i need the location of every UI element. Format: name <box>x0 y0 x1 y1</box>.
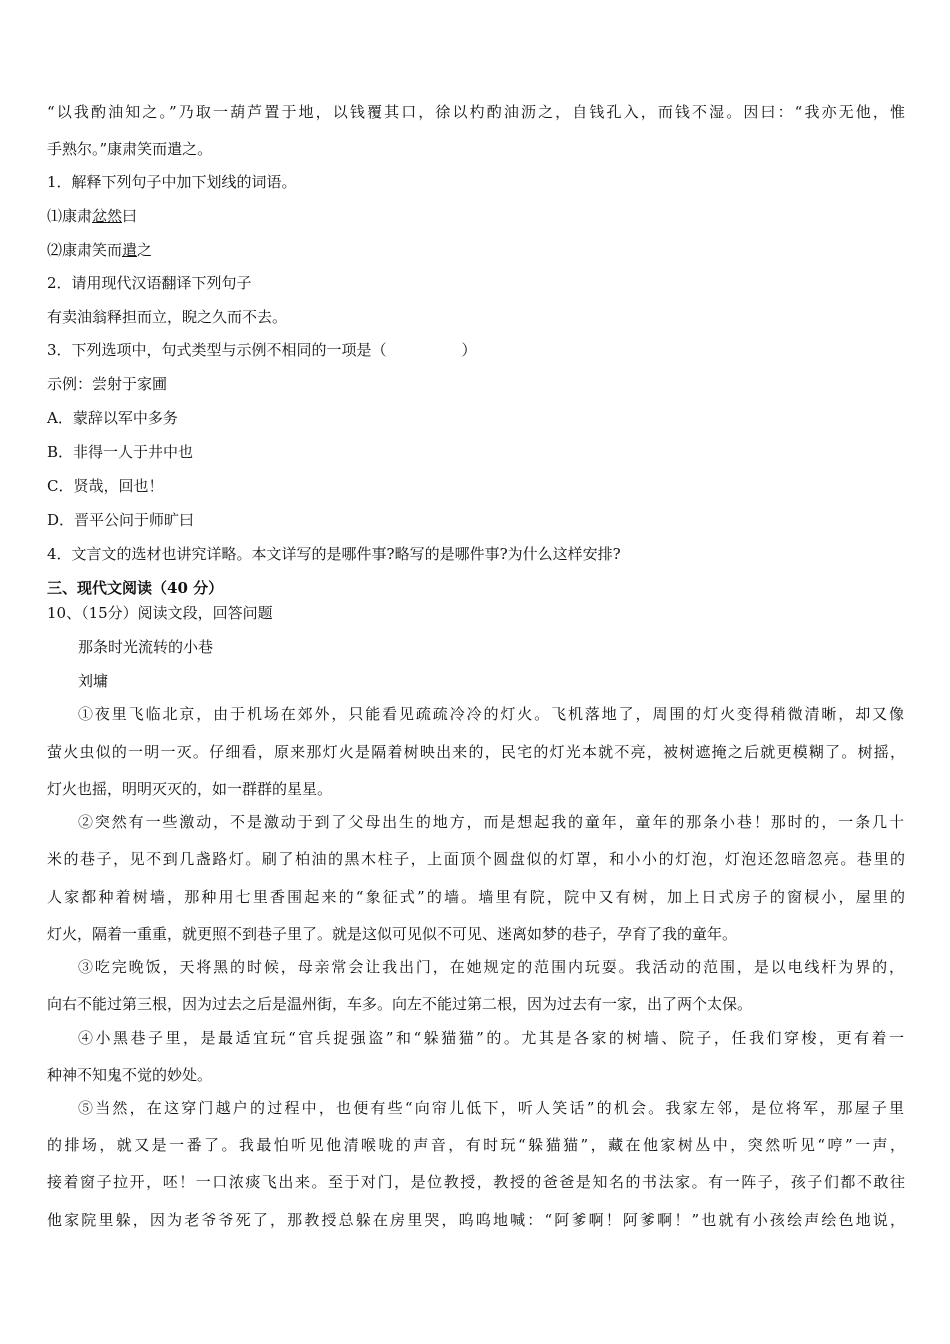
paragraph-line: ②突然有一些激动，不是激动于到了父母出生的地方，而是想起我的童年，童年的那条小巷！那时的，一条几十 <box>78 813 904 831</box>
article-author: 刘墉 <box>78 672 109 690</box>
question-1-item-1 <box>47 206 137 226</box>
item-text: 之 <box>137 241 153 259</box>
paragraph-line: 种神不知鬼不觉的妙处。 <box>47 1066 213 1084</box>
item-text: ⑴康肃 <box>47 207 93 225</box>
paragraph-line: ①夜里飞临北京，由于机场在郊外，只能看见疏疏冷冷的灯火。飞机落地了，周围的灯火变得稍微清晰，却又像 <box>78 705 904 723</box>
option-c: C．贤哉，回也！ <box>47 477 164 495</box>
item-text: 曰 <box>122 207 138 225</box>
paragraph-line: ④小黑巷子里，是最适宜玩“官兵捉强盗”和“躲猫猫”的。尤其是各家的树墙、院子，任我们穿梭，更有着一 <box>78 1029 904 1047</box>
question-1-item-2 <box>47 240 152 260</box>
underlined-word: 忿然 <box>92 207 123 225</box>
option-d: D．晋平公问于师旷曰 <box>47 511 195 529</box>
question-10-title: 10、（15分）阅读文段，回答问题 <box>47 604 273 622</box>
article-title: 那条时光流转的小巷 <box>78 638 214 656</box>
paragraph-line: 灯火，隔着一重重，就更照不到巷子里了。就是这似可见似不可见、迷离如梦的巷子，孕育了我的童年。 <box>47 925 738 943</box>
paragraph-line: 的排场，就又是一番了。我最怕听见他清喉咙的声音，有时玩“躲猫猫”，藏在他家树丛中，突然听见“哼”一声， <box>47 1136 905 1154</box>
paragraph-line: 接着窗子拉开，呸！一口浓痰飞出来。至于对门，是位教授，教授的爸爸是知名的书法家。有一阵子，孩子们都不敢往 <box>47 1173 905 1191</box>
question-2-title: 2．请用现代汉语翻译下列句子 <box>47 274 252 292</box>
option-b: B．非得一人于井中也 <box>47 443 194 461</box>
item-text: ⑵康肃笑而 <box>47 241 123 259</box>
paragraph-line: ③吃完晚饭，天将黑的时候，母亲常会让我出门，在她规定的范围内玩耍。我活动的范围，是以电线杆为界的， <box>78 958 904 976</box>
paragraph-line: 人家都种着树墙，那种用七里香围起来的“象征式”的墙。墙里有院，院中又有树，加上日式房子的窗棂小，屋里的 <box>47 888 905 906</box>
paragraph-line: 萤火虫似的一明一灭。仔细看，原来那灯火是隔着树映出来的，民宅的灯光本就不亮，被树遮掩之后就更模糊了。树摇， <box>47 743 905 761</box>
paragraph-line: 米的巷子，见不到几盏路灯。刷了柏油的黑木柱子，上面顶个圆盘似的灯罩，和小小的灯泡，灯泡还忽暗忽亮。巷里的 <box>47 850 905 868</box>
paragraph-line: 灯火也摇，明明灭灭的，如一群群的星星。 <box>47 780 333 798</box>
paragraph-line: 向右不能过第三根，因为过去之后是温州街，车多。向左不能过第二根，因为过去有一家，出了两个太保。 <box>47 995 753 1013</box>
underlined-word: 遣 <box>122 241 138 259</box>
passage-line: 手熟尔。”康肃笑而遣之。 <box>47 140 213 158</box>
section-heading: 三、现代文阅读（40 分） <box>47 579 224 597</box>
question-3-title: 3．下列选项中，句式类型与示例不相同的一项是（ ） <box>47 341 477 359</box>
question-4-title: 4．文言文的选材也讲究详略。本文详写的是哪件事?略写的是哪件事?为什么这样安排? <box>47 545 621 563</box>
paragraph-line: 他家院里躲，因为老爷爷死了，那教授总躲在房里哭，呜呜地喊：“阿爹啊！阿爹啊！”也就有小孩绘声绘色地说， <box>47 1211 905 1229</box>
paragraph-line: ⑤当然，在这穿门越户的过程中，也便有些“向帘儿低下，听人笑话”的机会。我家左邻，是位将军，那屋子里 <box>78 1099 904 1117</box>
passage-line: “以我酌油知之。”乃取一葫芦置于地，以钱覆其口，徐以杓酌油沥之，自钱孔入，而钱不湿。因曰：“我亦无他，惟 <box>47 103 905 121</box>
question-2-sentence: 有卖油翁释担而立，睨之久而不去。 <box>47 308 288 326</box>
question-1-title: 1．解释下列句子中加下划线的词语。 <box>47 173 297 191</box>
question-3-example: 示例：尝射于家圃 <box>47 375 168 393</box>
option-a: A．蒙辞以军中多务 <box>47 409 178 427</box>
